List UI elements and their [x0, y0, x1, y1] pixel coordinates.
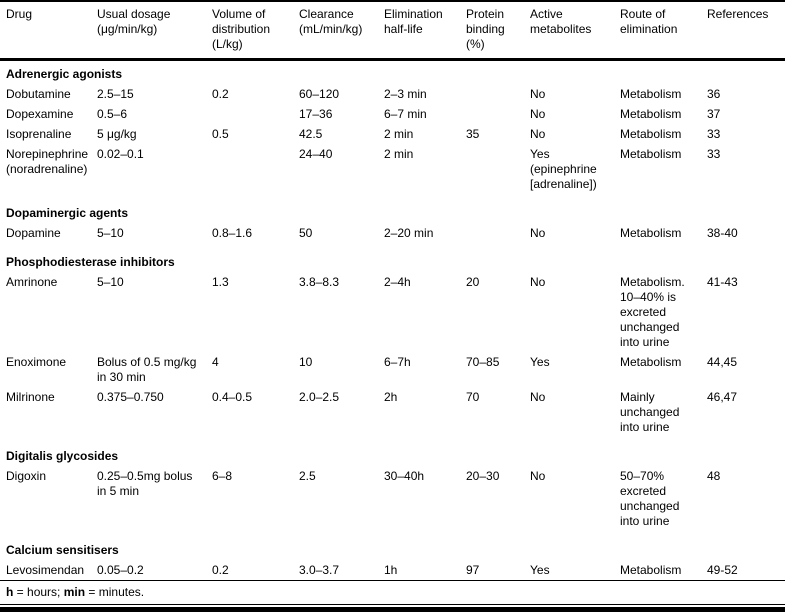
data-cell: 5 μg/kg [97, 127, 137, 141]
data-cell: 33 [707, 127, 721, 141]
drug-name-cell: Milrinone [6, 390, 55, 404]
section-title: Calcium sensitisers [6, 543, 119, 557]
drug-name-cell: Norepinephrine (noradrenaline) [6, 147, 89, 176]
data-cell: 6–7 min [384, 107, 427, 121]
column-header: Active metabolites [530, 1, 620, 60]
data-cell [212, 104, 299, 124]
table-row [0, 387, 785, 437]
data-cell: 46,47 [707, 390, 738, 404]
data-cell: 24–40 [299, 147, 333, 161]
data-cell: Metabolism. 10–40% is excreted unchanged into urine [620, 275, 685, 349]
data-cell: No [530, 127, 546, 141]
footnote-part: = hours; [13, 585, 64, 599]
data-cell: Mainly unchanged into urine [620, 390, 680, 434]
section-title: Phosphodiesterase inhibitors [6, 255, 175, 269]
data-cell: 37 [707, 107, 721, 121]
data-cell: No [530, 226, 546, 240]
section-header-row [0, 60, 785, 85]
data-cell: 0.5–6 [97, 107, 128, 121]
column-header: Volume of distribution (L/kg) [212, 1, 299, 60]
data-cell: 4 [212, 355, 219, 369]
data-cell: 42.5 [299, 127, 323, 141]
column-header: Clearance (mL/min/kg) [299, 1, 384, 60]
data-cell: 0.25–0.5mg bolus in 5 min [97, 469, 193, 498]
table-body [0, 60, 785, 581]
data-cell: 5–10 [97, 226, 124, 240]
data-cell: 2.5–15 [97, 87, 134, 101]
drug-name-cell: Dopamine [6, 226, 61, 240]
data-cell: No [530, 87, 546, 101]
data-cell: 2.5 [299, 469, 316, 483]
data-cell: Metabolism [620, 127, 682, 141]
column-header: Protein binding (%) [466, 1, 530, 60]
data-cell: 70 [466, 390, 480, 404]
data-cell: 49-52 [707, 563, 738, 577]
data-cell: 1.3 [212, 275, 229, 289]
data-cell: 0.5 [212, 127, 229, 141]
data-cell: No [530, 275, 546, 289]
data-cell: 20 [466, 275, 480, 289]
data-cell: 1h [384, 563, 398, 577]
footnote-part: min [63, 585, 86, 599]
section-title: Dopaminergic agents [6, 206, 129, 220]
data-cell: Metabolism [620, 355, 682, 369]
data-cell: No [530, 390, 546, 404]
column-header: Usual dosage (μg/min/kg) [97, 1, 212, 60]
data-cell: 6–8 [212, 469, 233, 483]
data-cell: Yes (epinephrine [adrenaline]) [530, 147, 597, 191]
data-cell: Yes [530, 355, 550, 369]
data-cell: Metabolism [620, 87, 682, 101]
drug-name-cell: Dobutamine [6, 87, 71, 101]
data-cell: 17–36 [299, 107, 333, 121]
data-cell: 48 [707, 469, 721, 483]
section-header-row [0, 194, 785, 223]
data-cell: 2.0–2.5 [299, 390, 340, 404]
table-header [0, 1, 785, 60]
data-cell: 3.8–8.3 [299, 275, 340, 289]
data-cell: 20–30 [466, 469, 500, 483]
section-title: Adrenergic agonists [6, 67, 123, 81]
data-cell [466, 223, 530, 243]
table-row [0, 223, 785, 243]
data-cell: 38-40 [707, 226, 738, 240]
data-cell: Yes [530, 563, 550, 577]
data-cell: 97 [466, 563, 480, 577]
section-title: Digitalis glycosides [6, 449, 119, 463]
section-header-row [0, 243, 785, 272]
drug-name-cell: Enoximone [6, 355, 67, 369]
drug-name-cell: Amrinone [6, 275, 58, 289]
data-cell: 3.0–3.7 [299, 563, 340, 577]
data-cell: 6–7h [384, 355, 411, 369]
column-header: Drug [0, 1, 97, 60]
data-cell: 2–3 min [384, 87, 427, 101]
data-cell: 0.8–1.6 [212, 226, 253, 240]
footnote-part: h [6, 585, 14, 599]
data-cell [212, 144, 299, 194]
table-row [0, 84, 785, 104]
data-cell [466, 144, 530, 194]
data-cell: 0.375–0.750 [97, 390, 164, 404]
table-row [0, 144, 785, 194]
data-cell [466, 84, 530, 104]
data-cell: 2–20 min [384, 226, 434, 240]
table-row [0, 104, 785, 124]
bottom-rule [0, 607, 785, 612]
table-row [0, 124, 785, 144]
table-row [0, 352, 785, 387]
data-cell: 0.2 [212, 87, 229, 101]
data-cell: 70–85 [466, 355, 500, 369]
table-row [0, 466, 785, 531]
table-footnote [0, 580, 785, 605]
data-cell: 0.2 [212, 563, 229, 577]
data-cell: No [530, 469, 546, 483]
data-cell: Bolus of 0.5 mg/kg in 30 min [97, 355, 197, 384]
data-cell: 60–120 [299, 87, 340, 101]
data-cell: Metabolism [620, 107, 682, 121]
data-cell: 41-43 [707, 275, 738, 289]
section-header-row [0, 531, 785, 560]
data-cell: 44,45 [707, 355, 738, 369]
drug-name-cell: Dopexamine [6, 107, 74, 121]
data-cell: Metabolism [620, 147, 682, 161]
data-cell: 33 [707, 147, 721, 161]
column-header: Elimination half-life [384, 1, 466, 60]
drug-name-cell: Isoprenaline [6, 127, 72, 141]
table-row [0, 272, 785, 352]
data-cell: 2h [384, 390, 398, 404]
table-row [0, 560, 785, 580]
data-cell [466, 104, 530, 124]
data-cell: 10 [299, 355, 313, 369]
data-cell: Metabolism [620, 563, 682, 577]
data-cell: Metabolism [620, 226, 682, 240]
column-header: Route of elimination [620, 1, 707, 60]
data-cell: 2–4h [384, 275, 411, 289]
data-cell: 5–10 [97, 275, 124, 289]
data-cell: 50 [299, 226, 313, 240]
section-header-row [0, 437, 785, 466]
data-cell: 0.4–0.5 [212, 390, 253, 404]
data-cell: 2 min [384, 127, 414, 141]
data-cell: 50–70% excreted unchanged into urine [620, 469, 680, 528]
footnote-part: = minutes. [85, 585, 145, 599]
column-header: References [707, 1, 785, 60]
data-cell: 30–40h [384, 469, 425, 483]
data-cell: 35 [466, 127, 480, 141]
data-cell: No [530, 107, 546, 121]
data-cell: 0.02–0.1 [97, 147, 144, 161]
drug-name-cell: Digoxin [6, 469, 47, 483]
data-cell: 2 min [384, 147, 414, 161]
data-cell: 0.05–0.2 [97, 563, 144, 577]
data-cell: 36 [707, 87, 721, 101]
drug-name-cell: Levosimendan [6, 563, 85, 577]
header-row [0, 1, 785, 60]
